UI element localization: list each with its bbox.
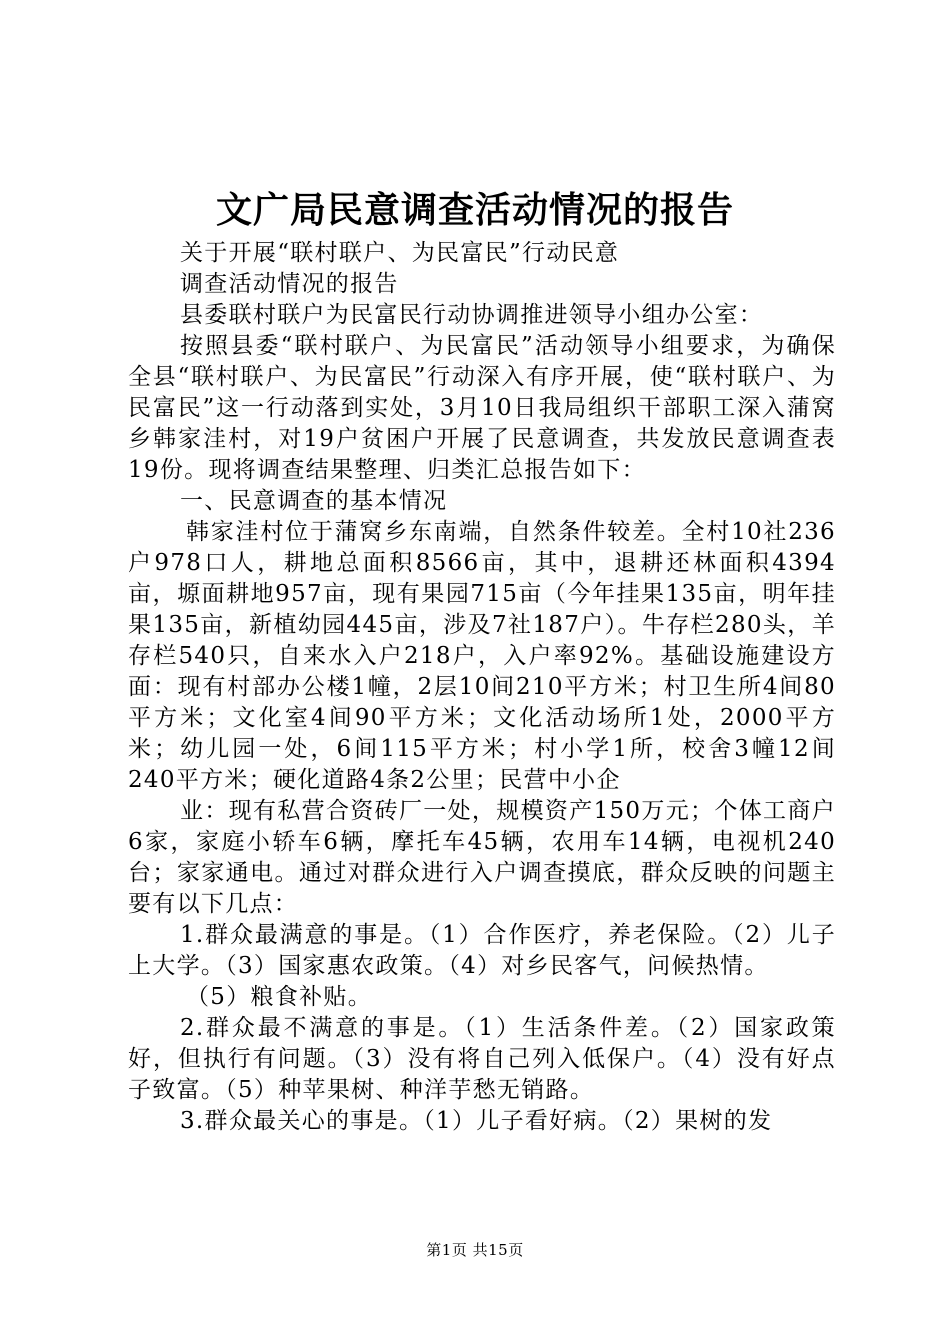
satisfied-items-paragraph: 1.群众最满意的事是。（1）合作医疗，养老保险。（2）儿子上大学。（3）国家惠农政策。（4）对乡民客气，问候热情。 <box>128 922 836 979</box>
document-body <box>128 238 836 1137</box>
intro-paragraph: 按照县委“联村联户、为民富民”活动领导小组要求，为确保全县“联村联户、为民富民”行动深入有序开展，使“联村联户、为民富民”这一行动落到实处，3月10日我局组织干部职工深入蒲窝乡韩家洼村，对19户贫困户开展了民意调查，共发放民意调查表19份。现将调查结果整理、归类汇总报告如下： <box>128 333 836 483</box>
unsatisfied-items-paragraph: 2.群众最不满意的事是。（1）生活条件差。（2）国家政策好，但执行有问题。（3）没有将自己列入低保户。（4）没有好点子致富。（5）种苹果树、种洋芋愁无销路。 <box>128 1015 836 1103</box>
salutation: 县委联村联户为民富民行动协调推进领导小组办公室： <box>180 302 764 328</box>
village-description-paragraph: 韩家洼村位于蒲窝乡东南端，自然条件较差。全村10社236户978口人，耕地总面积8566亩，其中，退耕还林面积4394亩，塬面耕地957亩，现有果园715亩（今年挂果135亩，明年挂果135亩，新植幼园445亩，涉及7社187户）。牛存栏280头，羊存栏540只，自来水入户218户，入户率92%。基础设施建设方面：现有村部办公楼1幢，2层10间210平方米；村卫生所4间80平方米；文化室4间90平方米；文化活动场所1处，2000平方米；幼儿园一处，6间115平方米；村小学1所，校舍3幢12间240平方米；硬化道路4条2公里；民营中小企 <box>128 519 836 793</box>
concern-items-paragraph: 3.群众最关心的事是。（1）儿子看好病。（2）果树的发 <box>180 1108 773 1134</box>
subtitle-line-1: 关于开展“联村联户、为民富民”行动民意 <box>180 240 620 266</box>
document-title: 文广局民意调查活动情况的报告 <box>215 189 734 231</box>
section-heading-1: 一、民意调查的基本情况 <box>180 488 448 514</box>
subtitle-line-2: 调查活动情况的报告 <box>180 271 399 297</box>
page-footer: 第1页 共15页 <box>426 1241 524 1259</box>
satisfied-item-5: （5）粮食补贴。 <box>186 984 373 1010</box>
enterprise-paragraph: 业：现有私营合资砖厂一处，规模资产150万元；个体工商户6家，家庭小轿车6辆，摩托车45辆，农用车14辆，电视机240台；家家通电。通过对群众进行入户调查摸底，群众反映的问题主要有以下几点： <box>128 798 836 917</box>
